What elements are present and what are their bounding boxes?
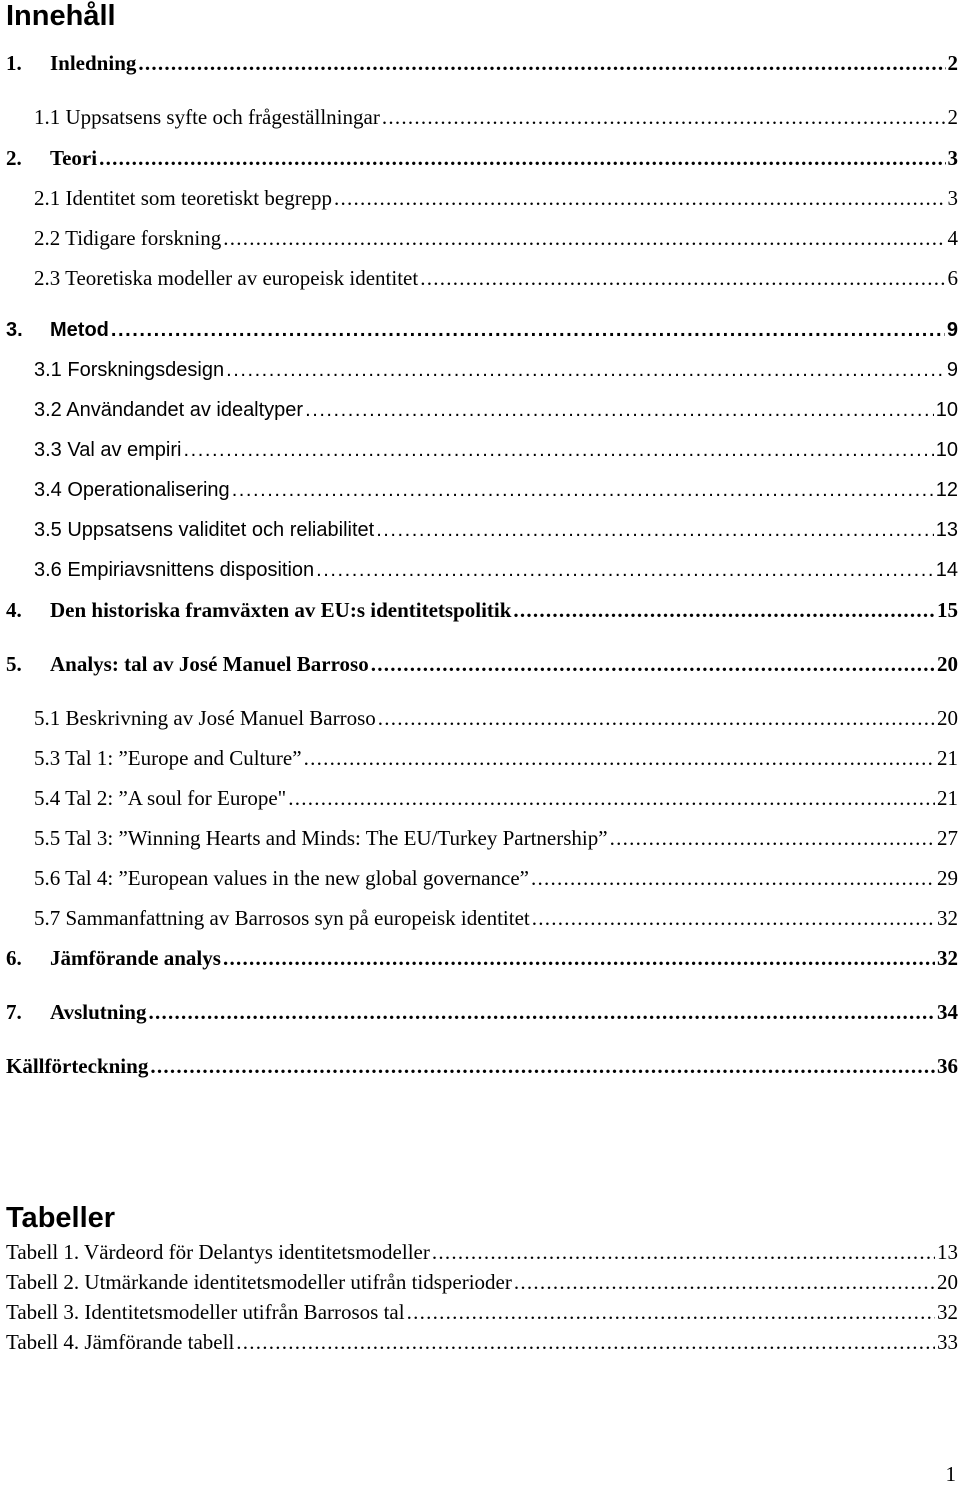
dot-leader bbox=[378, 702, 935, 734]
table-entry-title: Tabell 2. Utmärkande identitetsmodeller utifrån tidsperioder bbox=[6, 1270, 512, 1294]
toc-entry-title: 3.6 Empiriavsnittens disposition bbox=[34, 559, 315, 581]
toc-entry-number: 4. bbox=[6, 598, 22, 622]
toc-entry-page: 20 bbox=[937, 652, 958, 676]
dot-leader bbox=[150, 1050, 935, 1082]
table-list-entry[interactable] bbox=[6, 1237, 960, 1267]
dot-leader bbox=[514, 1267, 935, 1297]
table-entry-title: Tabell 1. Värdeord för Delantys identitetsmodeller bbox=[6, 1240, 430, 1264]
table-list-entry[interactable] bbox=[6, 1327, 960, 1357]
toc-entry-title: 5.3 Tal 1: ”Europe and Culture” bbox=[34, 746, 302, 770]
contents-heading: Innehåll bbox=[6, 0, 116, 32]
dot-leader bbox=[148, 996, 935, 1028]
toc-entry[interactable] bbox=[34, 182, 960, 214]
toc-entry-title: 3.3 Val av empiri bbox=[34, 439, 182, 461]
toc-entry[interactable] bbox=[34, 862, 960, 894]
dot-leader bbox=[316, 554, 934, 586]
toc-entry-page: 32 bbox=[937, 946, 958, 970]
toc-entry-page: 10 bbox=[935, 439, 958, 461]
dot-leader bbox=[138, 47, 945, 79]
dot-leader bbox=[376, 514, 934, 546]
toc-entry-page: 4 bbox=[947, 226, 958, 250]
dot-leader bbox=[226, 354, 945, 386]
toc-entry-page: 20 bbox=[937, 706, 958, 730]
toc-entry-number: 2. bbox=[6, 146, 22, 170]
tables-heading: Tabeller bbox=[6, 1202, 116, 1234]
page-number: 1 bbox=[945, 1462, 956, 1486]
toc-entry[interactable] bbox=[6, 996, 960, 1028]
toc-entry-page: 9 bbox=[946, 359, 958, 381]
toc-entry[interactable] bbox=[6, 594, 960, 626]
dot-leader bbox=[371, 648, 935, 680]
dot-leader bbox=[420, 262, 945, 294]
toc-entry-title: 3.4 Operationalisering bbox=[34, 479, 230, 501]
dot-leader bbox=[305, 394, 934, 426]
dot-leader bbox=[223, 222, 945, 254]
toc-entry-page: 10 bbox=[935, 399, 958, 421]
toc-entry-page: 15 bbox=[937, 598, 958, 622]
toc-entry-title: 3.5 Uppsatsens validitet och reliabilitet bbox=[34, 519, 375, 541]
toc-entry[interactable] bbox=[34, 474, 960, 506]
toc-entry-number: 6. bbox=[6, 946, 22, 970]
toc-entry[interactable] bbox=[6, 47, 960, 79]
table-list-entry[interactable] bbox=[6, 1297, 960, 1327]
table-entry-page: 13 bbox=[937, 1240, 958, 1264]
toc-entry-title: Källförteckning bbox=[6, 1054, 149, 1078]
toc-entry-page: 2 bbox=[947, 105, 958, 129]
toc-entry[interactable] bbox=[6, 942, 960, 974]
toc-entry-title: Analys: tal av José Manuel Barroso bbox=[50, 652, 369, 676]
table-list-entry[interactable] bbox=[6, 1267, 960, 1297]
dot-leader bbox=[232, 474, 934, 506]
toc-entry-title: 3.1 Forskningsdesign bbox=[34, 359, 225, 381]
toc-entry-page: 21 bbox=[937, 786, 958, 810]
toc-entry-page: 9 bbox=[946, 319, 958, 341]
dot-leader bbox=[288, 782, 935, 814]
toc-entry[interactable] bbox=[34, 782, 960, 814]
dot-leader bbox=[111, 314, 945, 346]
toc-entry-number: 5. bbox=[6, 652, 22, 676]
toc-entry-number: 1. bbox=[6, 51, 22, 75]
toc-entry[interactable] bbox=[6, 1050, 960, 1082]
toc-entry-title: 5.7 Sammanfattning av Barrosos syn på europeisk identitet bbox=[34, 906, 530, 930]
dot-leader bbox=[432, 1237, 935, 1267]
dot-leader bbox=[513, 594, 935, 626]
toc-entry[interactable] bbox=[34, 902, 960, 934]
toc-entry[interactable] bbox=[6, 142, 960, 174]
dot-leader bbox=[610, 822, 935, 854]
toc-entry-title: 5.4 Tal 2: ”A soul for Europe" bbox=[34, 786, 287, 810]
toc-entry[interactable] bbox=[34, 822, 960, 854]
toc-entry[interactable] bbox=[34, 702, 960, 734]
toc-entry-number: 3. bbox=[6, 319, 23, 341]
dot-leader bbox=[407, 1297, 935, 1327]
toc-entry-title: 3.2 Användandet av idealtyper bbox=[34, 399, 304, 421]
toc-entry[interactable] bbox=[6, 648, 960, 680]
toc-entry[interactable] bbox=[34, 514, 960, 546]
toc-entry-title: Teori bbox=[50, 146, 98, 170]
dot-leader bbox=[183, 434, 933, 466]
toc-entry-title: 2.3 Teoretiska modeller av europeisk identitet bbox=[34, 266, 419, 290]
table-entry-title: Tabell 4. Jämförande tabell bbox=[6, 1330, 235, 1354]
toc-entry-page: 2 bbox=[947, 51, 958, 75]
dot-leader bbox=[223, 942, 935, 974]
dot-leader bbox=[382, 101, 946, 133]
table-entry-page: 33 bbox=[937, 1330, 958, 1354]
toc-entry[interactable] bbox=[34, 434, 960, 466]
toc-entry-title: Metod bbox=[50, 319, 109, 341]
toc-entry-title: 5.1 Beskrivning av José Manuel Barroso bbox=[34, 706, 376, 730]
toc-entry-number: 7. bbox=[6, 1000, 22, 1024]
toc-entry[interactable] bbox=[34, 262, 960, 294]
toc-entry-page: 32 bbox=[937, 906, 958, 930]
table-entry-title: Tabell 3. Identitetsmodeller utifrån Barrosos tal bbox=[6, 1300, 405, 1324]
toc-entry-title: Avslutning bbox=[50, 1000, 147, 1024]
dot-leader bbox=[99, 142, 945, 174]
toc-entry-title: Inledning bbox=[50, 51, 137, 75]
toc-entry-page: 27 bbox=[937, 826, 958, 850]
dot-leader bbox=[532, 902, 935, 934]
toc-entry-title: 1.1 Uppsatsens syfte och frågeställningar bbox=[34, 105, 380, 129]
toc-entry-page: 13 bbox=[935, 519, 958, 541]
toc-entry-page: 12 bbox=[935, 479, 958, 501]
table-entry-page: 20 bbox=[937, 1270, 958, 1294]
toc-entry[interactable] bbox=[34, 101, 960, 133]
toc-entry-title: Den historiska framväxten av EU:s identitetspolitik bbox=[50, 598, 512, 622]
toc-entry-title: 5.5 Tal 3: ”Winning Hearts and Minds: The EU/Turkey Partnership” bbox=[34, 826, 608, 850]
toc-entry[interactable] bbox=[34, 742, 960, 774]
toc-entry-page: 36 bbox=[937, 1054, 958, 1078]
toc-entry[interactable] bbox=[34, 554, 960, 586]
toc-entry-page: 6 bbox=[947, 266, 958, 290]
dot-leader bbox=[304, 742, 935, 774]
dot-leader bbox=[531, 862, 935, 894]
toc-entry-page: 14 bbox=[935, 559, 958, 581]
table-entry-page: 32 bbox=[937, 1300, 958, 1324]
toc-entry-title: 5.6 Tal 4: ”European values in the new global governance” bbox=[34, 866, 529, 890]
toc-entry[interactable] bbox=[34, 354, 960, 386]
toc-entry-page: 21 bbox=[937, 746, 958, 770]
toc-entry-title: Jämförande analys bbox=[50, 946, 221, 970]
toc-entry-title: 2.1 Identitet som teoretiskt begrepp bbox=[34, 186, 333, 210]
toc-entry[interactable] bbox=[6, 314, 960, 346]
toc-entry[interactable] bbox=[34, 222, 960, 254]
dot-leader bbox=[236, 1327, 935, 1357]
toc-entry-title: 2.2 Tidigare forskning bbox=[34, 226, 222, 250]
toc-entry-page: 3 bbox=[947, 146, 958, 170]
toc-entry-page: 3 bbox=[947, 186, 958, 210]
dot-leader bbox=[334, 182, 945, 214]
toc-entry-page: 29 bbox=[937, 866, 958, 890]
toc-entry-page: 34 bbox=[937, 1000, 958, 1024]
toc-entry[interactable] bbox=[34, 394, 960, 426]
